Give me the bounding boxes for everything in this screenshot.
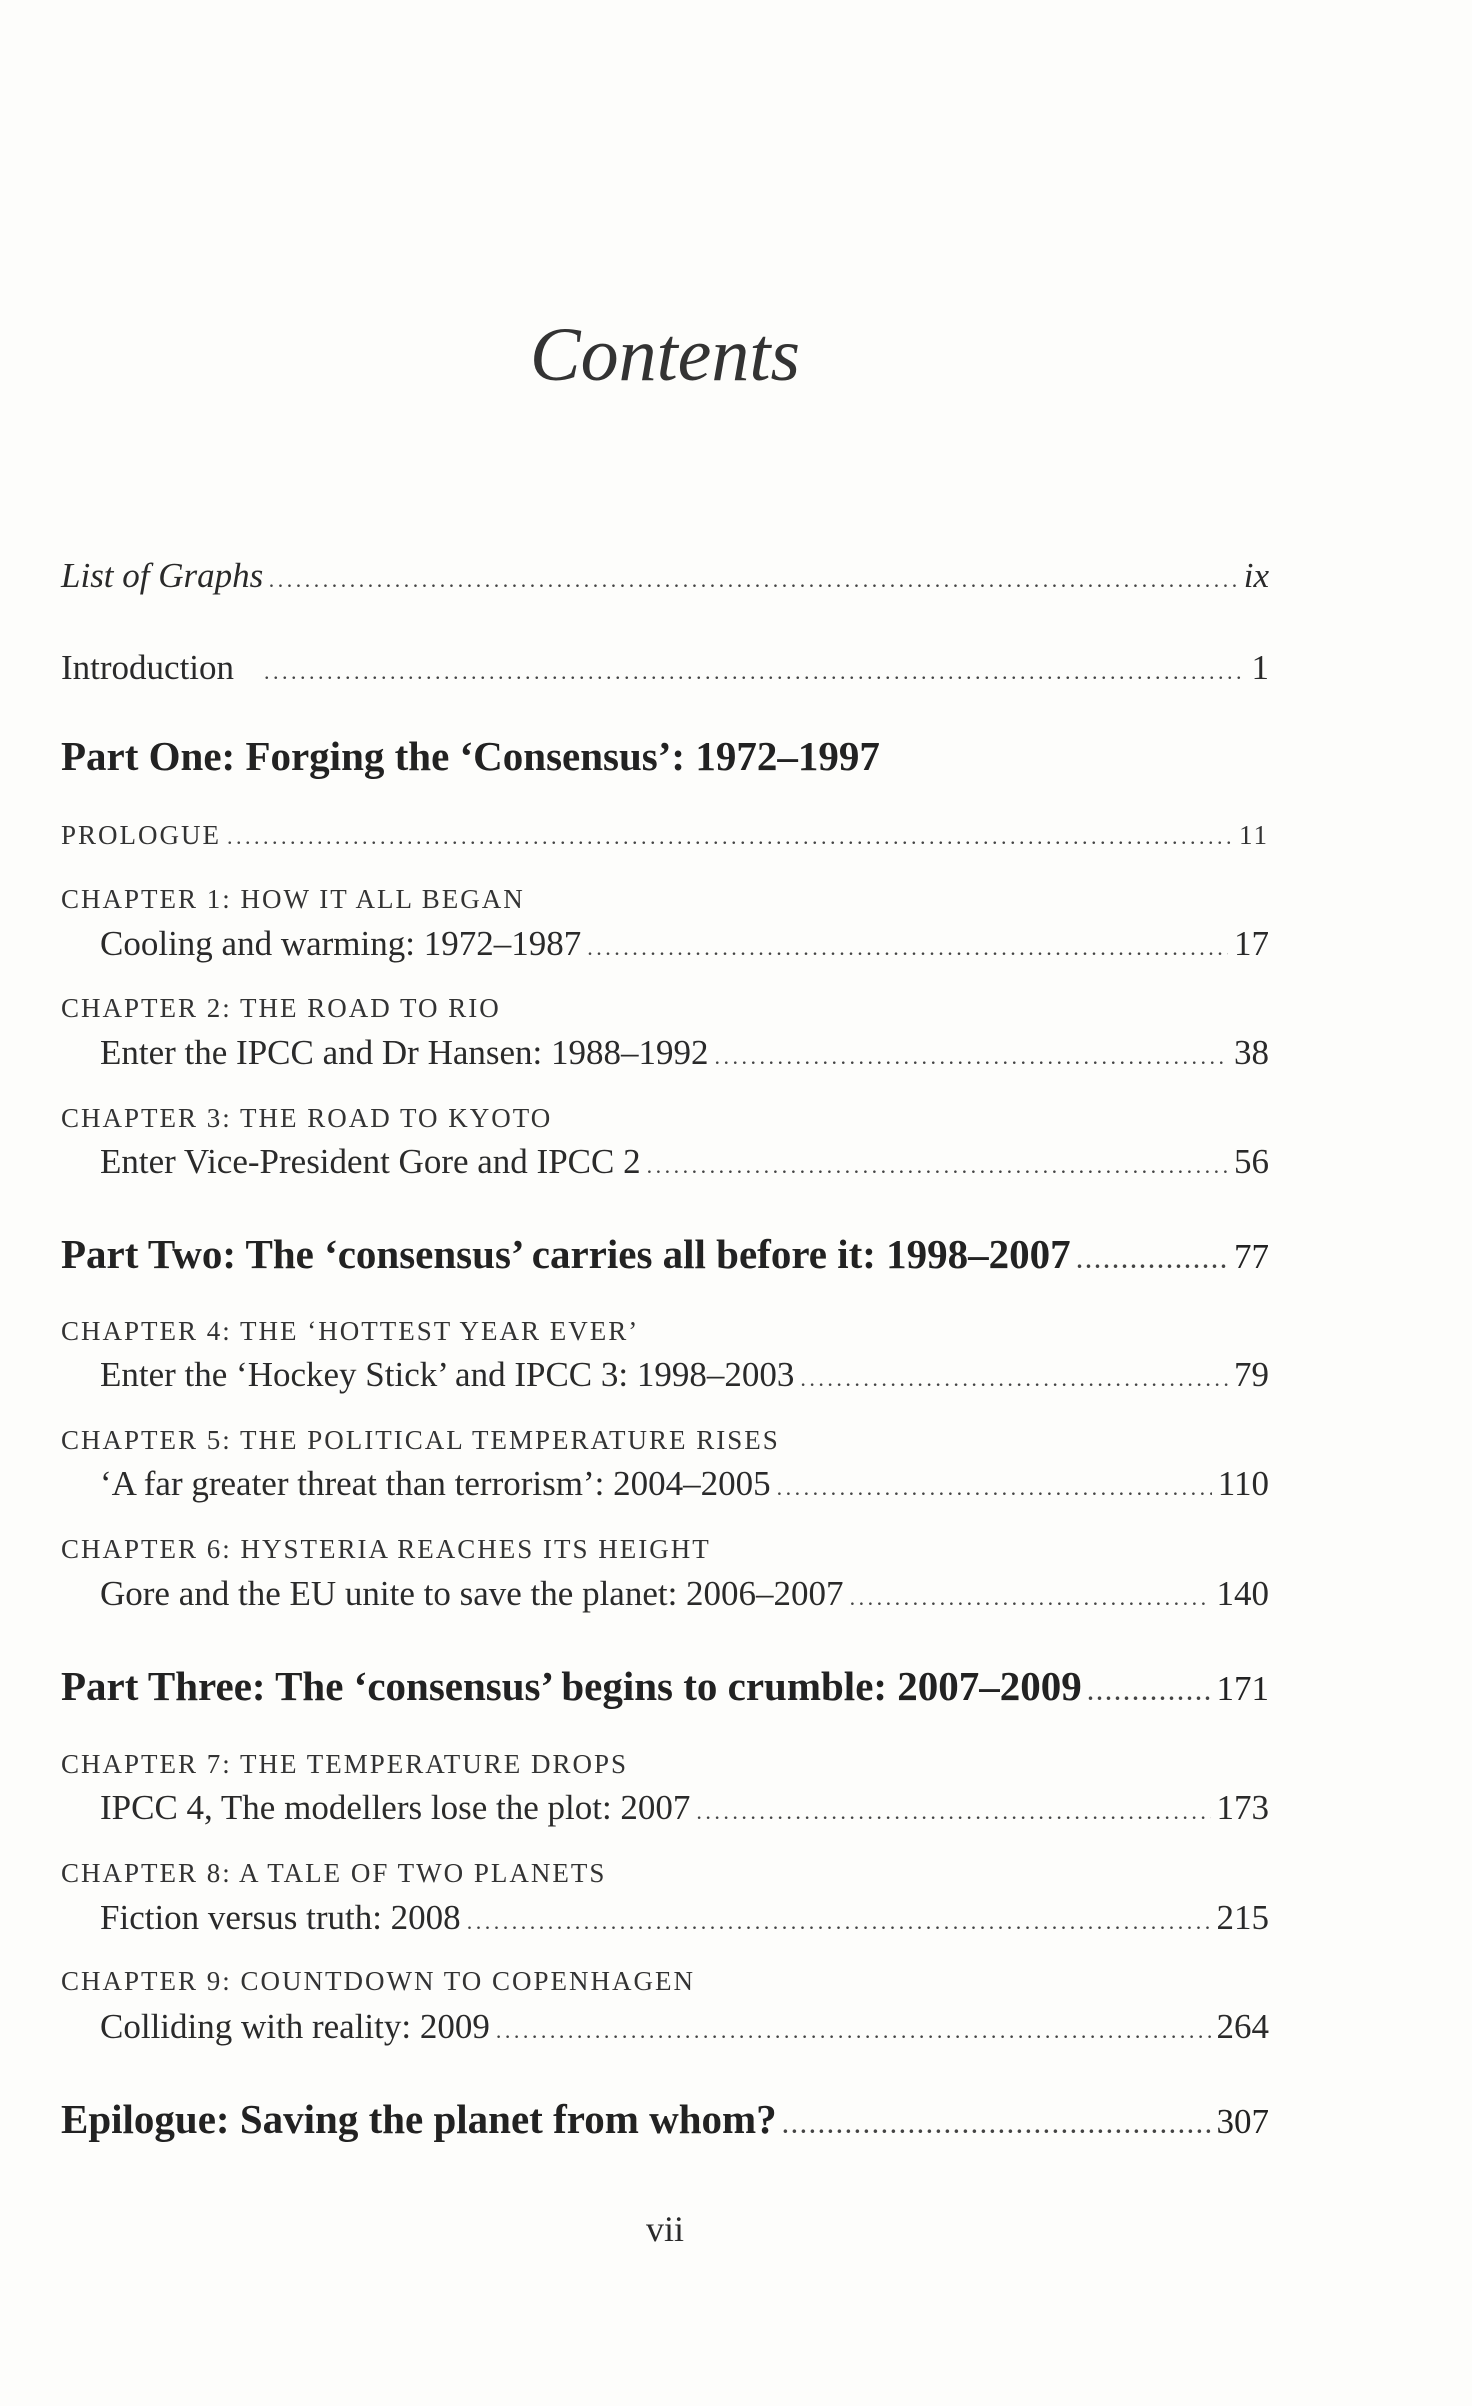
dot-leader — [647, 1153, 1228, 1179]
page-number: vii — [645, 2209, 684, 2249]
entry-title: Enter Vice-President Gore and IPCC 2 — [100, 1142, 641, 1181]
part-heading[interactable] — [61, 1230, 1269, 1278]
toc-entry[interactable] — [61, 648, 1269, 688]
entry-title: Enter the ‘Hockey Stick’ and IPCC 3: 1998–2003 — [100, 1355, 795, 1394]
chapter-label: CHAPTER 7: THE TEMPERATURE DROPS — [61, 1749, 629, 1779]
toc-entry[interactable] — [100, 1898, 1269, 1938]
entry-page-number: 1 — [1251, 648, 1269, 687]
entry-page-number: 140 — [1216, 1574, 1269, 1613]
dot-leader — [227, 824, 1233, 850]
entry-title: List of Graphs — [61, 556, 264, 595]
entry-page-number: 11 — [1239, 820, 1269, 850]
chapter-label: CHAPTER 9: COUNTDOWN TO COPENHAGEN — [61, 1966, 696, 1996]
entry-title: Part One: Forging the ‘Consensus’: 1972–1997 — [61, 733, 880, 779]
entry-page-number: 17 — [1234, 924, 1269, 963]
part-heading[interactable] — [61, 2095, 1269, 2143]
entry-title: PROLOGUE — [61, 820, 222, 850]
dot-leader — [783, 2113, 1211, 2139]
chapter-label: CHAPTER 3: THE ROAD TO KYOTO — [61, 1103, 553, 1133]
entry-title: Part Three: The ‘consensus’ begins to crumble: 2007–2009 — [61, 1663, 1082, 1709]
part-heading[interactable] — [61, 732, 1269, 780]
chapter-label: CHAPTER 5: THE POLITICAL TEMPERATURE RISES — [61, 1425, 780, 1455]
chapter-label: CHAPTER 1: HOW IT ALL BEGAN — [61, 884, 525, 914]
entry-title: Cooling and warming: 1972–1987 — [100, 924, 582, 963]
dot-leader — [269, 567, 1237, 593]
entry-page-number: 56 — [1234, 1142, 1269, 1181]
entry-title: Introduction — [61, 648, 235, 687]
entry-title: Colliding with reality: 2009 — [100, 2007, 490, 2046]
toc-entry[interactable] — [100, 1464, 1269, 1504]
toc-entry[interactable] — [100, 1574, 1269, 1614]
entry-title: Part Two: The ‘consensus’ carries all before it: 1998–2007 — [61, 1231, 1071, 1277]
dot-leader — [696, 1799, 1210, 1825]
toc-entry[interactable] — [61, 820, 1269, 851]
entry-title: Gore and the EU unite to save the planet: 2006–2007 — [100, 1574, 844, 1613]
entry-title: Fiction versus truth: 2008 — [100, 1898, 461, 1937]
entry-page-number: 307 — [1216, 2102, 1269, 2141]
toc-entry[interactable] — [100, 2007, 1269, 2047]
part-heading[interactable] — [61, 1662, 1269, 1710]
chapter-label: CHAPTER 2: THE ROAD TO RIO — [61, 993, 501, 1023]
chapter-label: CHAPTER 8: A TALE OF TWO PLANETS — [61, 1858, 607, 1888]
entry-page-number: 79 — [1234, 1355, 1269, 1394]
toc-entry[interactable] — [100, 924, 1269, 964]
entry-page-number: 215 — [1216, 1898, 1269, 1937]
dot-leader — [1077, 1248, 1228, 1274]
entry-title: IPCC 4, The modellers lose the plot: 2007 — [100, 1788, 691, 1827]
dot-leader — [467, 1909, 1211, 1935]
page-title: Contents — [529, 313, 801, 397]
dot-leader — [1088, 1680, 1211, 1706]
dot-leader — [264, 659, 1245, 685]
entry-page-number: 38 — [1234, 1033, 1269, 1072]
toc-entry[interactable] — [100, 1142, 1269, 1182]
entry-page-number: 173 — [1216, 1788, 1269, 1827]
dot-leader — [715, 1044, 1228, 1070]
dot-leader — [496, 2018, 1211, 2044]
chapter-label: CHAPTER 6: HYSTERIA REACHES ITS HEIGHT — [61, 1534, 711, 1564]
entry-page-number: 77 — [1234, 1237, 1269, 1276]
entry-title: Enter the IPCC and Dr Hansen: 1988–1992 — [100, 1033, 709, 1072]
entry-title: Epilogue: Saving the planet from whom? — [61, 2096, 777, 2142]
toc-entry[interactable] — [61, 556, 1269, 596]
entry-page-number: ix — [1243, 556, 1269, 595]
entry-title: ‘A far greater threat than terrorism’: 2004–2005 — [100, 1464, 771, 1503]
toc-entry[interactable] — [100, 1033, 1269, 1073]
entry-page-number: 110 — [1217, 1464, 1269, 1503]
toc-entry[interactable] — [100, 1788, 1269, 1828]
dot-leader — [587, 935, 1228, 961]
entry-page-number: 264 — [1216, 2007, 1269, 2046]
dot-leader — [777, 1475, 1212, 1501]
dot-leader — [800, 1366, 1228, 1392]
dot-leader — [850, 1585, 1211, 1611]
chapter-label: CHAPTER 4: THE ‘HOTTEST YEAR EVER’ — [61, 1316, 640, 1346]
entry-page-number: 171 — [1216, 1669, 1269, 1708]
toc-entry[interactable] — [100, 1355, 1269, 1395]
